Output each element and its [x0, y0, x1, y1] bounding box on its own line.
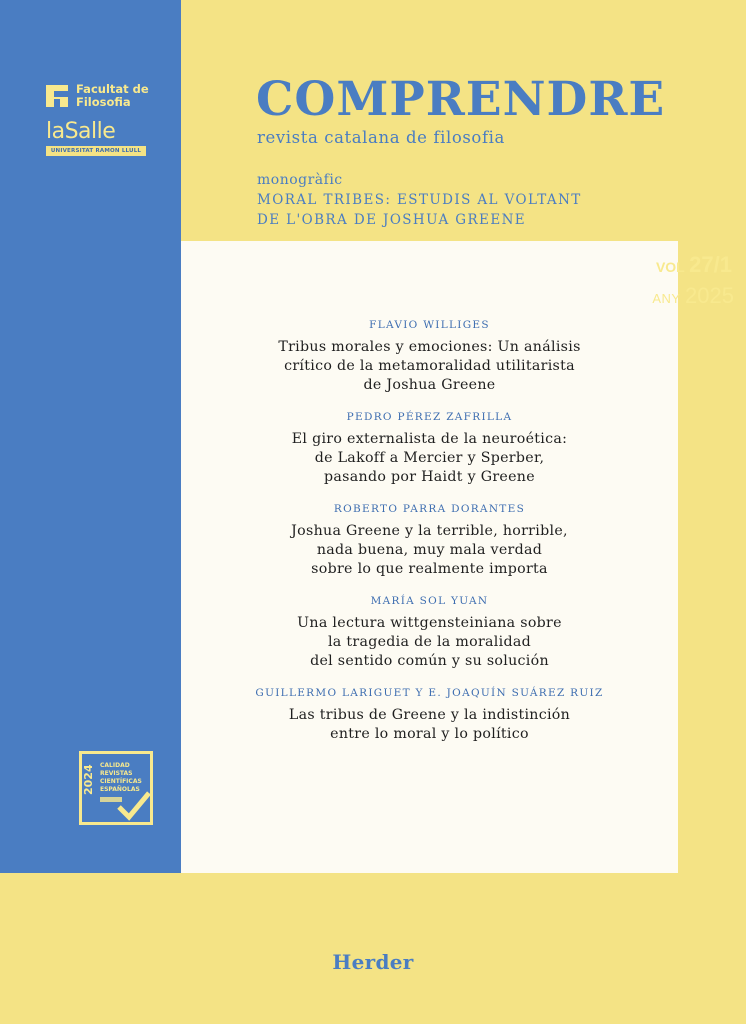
journal-title: COMPRENDRE [256, 72, 666, 127]
journal-subtitle: revista catalana de filosofia [257, 128, 505, 147]
issue-year [652, 283, 734, 309]
article-title-line: entre lo moral y lo político [330, 726, 529, 742]
article-title-line: Joshua Greene y la terrible, horrible, [291, 523, 568, 539]
article-entry [181, 686, 678, 744]
article-author: PEDRO PÉREZ ZAFRILLA [346, 411, 513, 423]
article-author: MARÍA SOL YUAN [370, 595, 489, 607]
article-entry [181, 594, 678, 671]
sponsor-logos [100, 797, 122, 802]
monograph-title-line-2: DE L'OBRA DE JOSHUA GREENE [257, 212, 527, 228]
volume-value: 27/1 [689, 252, 732, 277]
article-title-line: la tragedia de la moralidad [327, 634, 532, 650]
faculty-line-2: Filosofia [76, 95, 131, 109]
monograph-label: monogràfic [257, 172, 343, 188]
article-title-line: sobre lo que realmente importa [311, 561, 548, 577]
badge-year: 2024 [82, 764, 95, 795]
article-title [181, 338, 678, 395]
quality-seal-badge [79, 751, 153, 825]
article-author: ROBERTO PARRA DORANTES [333, 503, 526, 515]
article-title-line: Tribus morales y emociones: Un análisis [278, 339, 581, 355]
article-title [181, 614, 678, 671]
article-title-line: de Lakoff a Mercier y Sperber, [314, 450, 545, 466]
publisher-name: Herder [332, 950, 414, 974]
faculty-name [76, 83, 149, 109]
article-title-line: Una lectura wittgensteiniana sobre [297, 615, 562, 631]
badge-line: CIENTÍFICAS [100, 778, 142, 785]
faculty-mark-icon [46, 85, 68, 107]
article-author: FLAVIO WILLIGES [369, 319, 490, 331]
article-title [181, 522, 678, 579]
article-author: GUILLERMO LARIGUET Y E. JOAQUÍN SUÁREZ RUIZ [255, 687, 604, 699]
article-title-line: Las tribus de Greene y la indistinción [288, 707, 571, 723]
article-title-line: nada buena, muy mala verdad [316, 542, 543, 558]
monograph-title-line-1: MORAL TRIBES: ESTUDIS AL VOLTANT [257, 192, 582, 208]
volume-label: VOL [655, 259, 685, 275]
article-title-line: pasando por Haidt y Greene [324, 469, 535, 485]
article-entry [181, 318, 678, 395]
faculty-line-1: Facultat de [76, 82, 149, 96]
brand-name: laSalle [46, 119, 116, 144]
article-title [181, 706, 678, 744]
article-title-line: El giro externalista de la neuroética: [291, 431, 568, 447]
article-title-line: de Joshua Greene [363, 377, 496, 393]
badge-line: ESPAÑOLAS [100, 786, 140, 793]
article-title [181, 430, 678, 487]
year-label: ANY [652, 291, 681, 306]
university-name: UNIVERSITAT RAMON LLULL [46, 146, 146, 156]
article-title-line: crítico de la metamoralidad utilitarista [284, 358, 575, 374]
article-entry [181, 410, 678, 487]
table-of-contents [181, 318, 678, 759]
article-title-line: del sentido común y su solución [310, 653, 549, 669]
volume-number [656, 252, 732, 278]
article-entry [181, 502, 678, 579]
year-value: 2025 [685, 283, 734, 308]
footer-band [0, 873, 746, 1024]
badge-line: CALIDAD [100, 762, 130, 769]
badge-line: REVISTAS [100, 770, 133, 777]
